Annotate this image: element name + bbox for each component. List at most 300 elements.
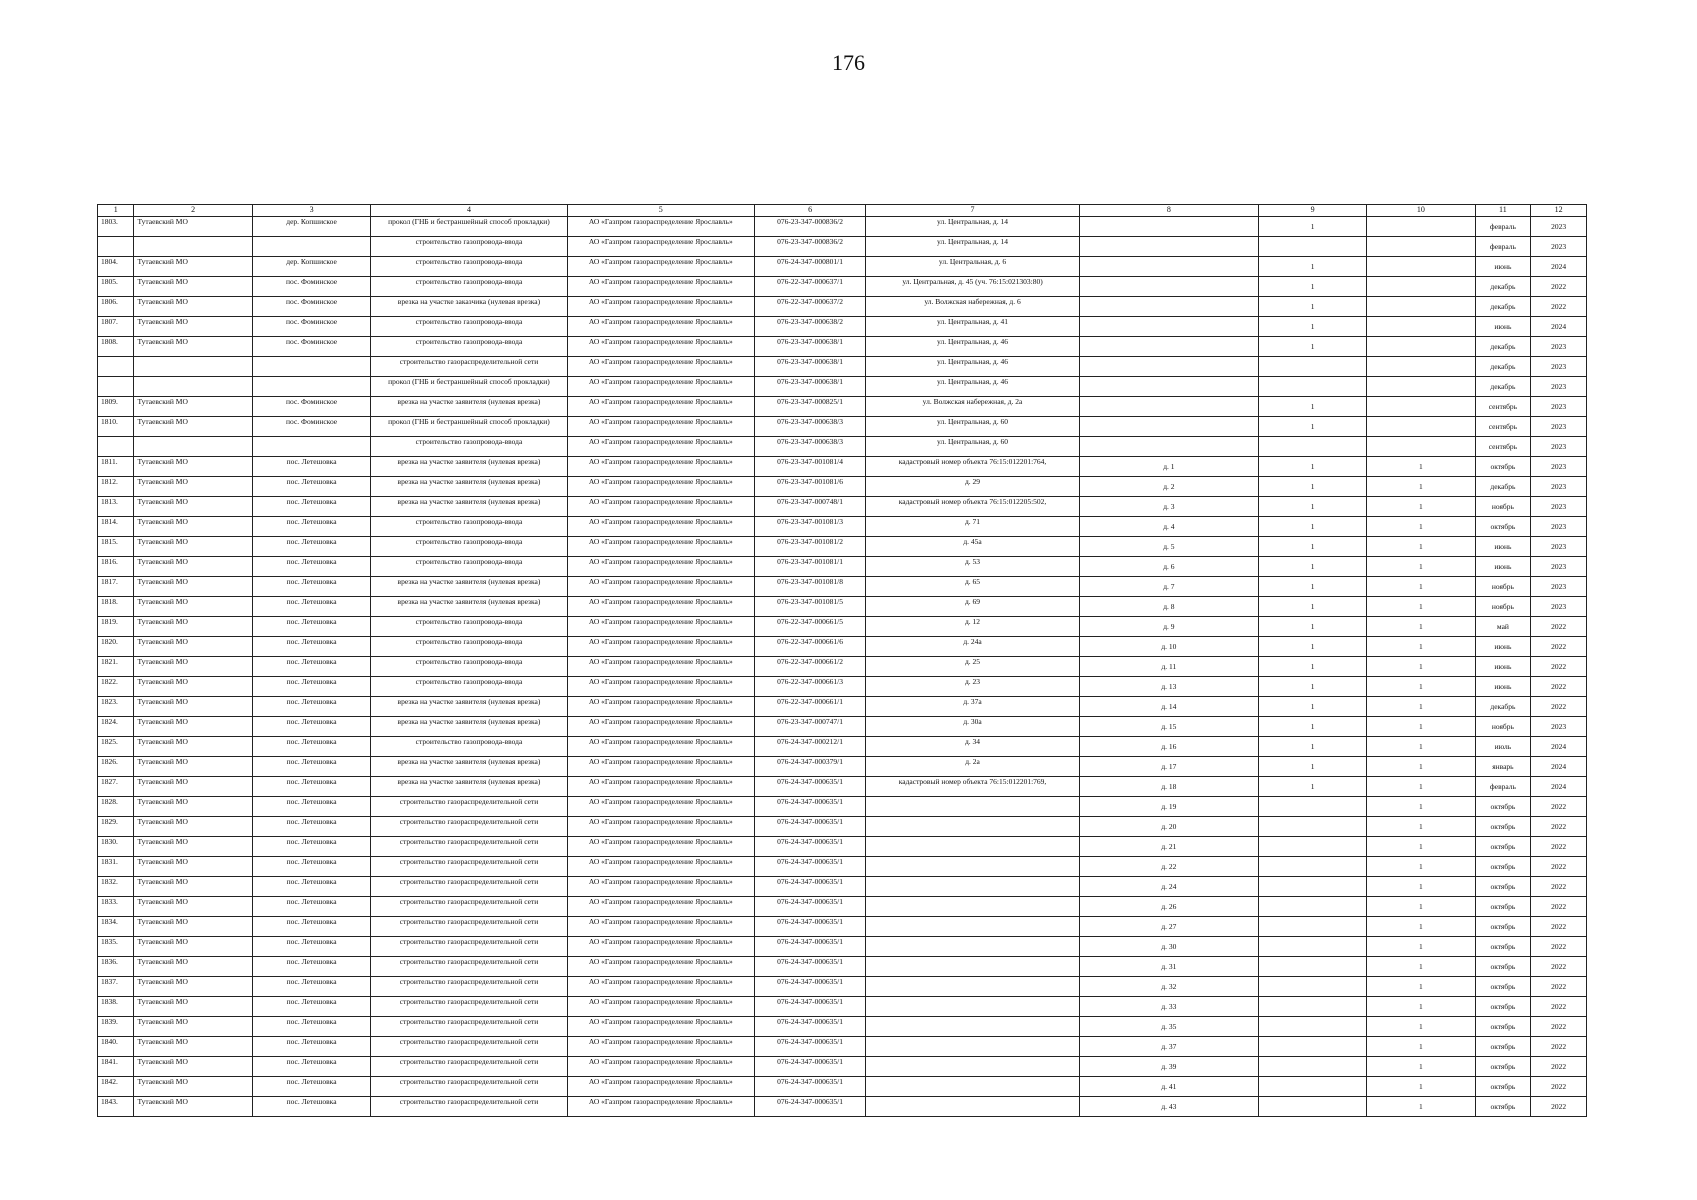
month-cell: октябрь	[1475, 897, 1531, 917]
house-cell: д. 5	[1079, 537, 1258, 557]
row-number-cell: 1824.	[98, 717, 134, 737]
municipality-cell: Тутаевский МО	[134, 957, 252, 977]
organization-cell: АО «Газпром газораспределение Ярославль»	[567, 657, 754, 677]
table-body	[98, 217, 1587, 1117]
row-number-cell: 1838.	[98, 997, 134, 1017]
year-cell: 2024	[1531, 737, 1587, 757]
work-type-cell: врезка на участке заявителя (нулевая врезка)	[371, 597, 567, 617]
house-cell: д. 43	[1079, 1097, 1258, 1117]
row-number-cell: 1817.	[98, 577, 134, 597]
work-type-cell: врезка на участке заявителя (нулевая врезка)	[371, 477, 567, 497]
table-row	[98, 657, 1587, 677]
contract-number-cell: 076-23-347-000836/2	[754, 217, 865, 237]
col9-cell	[1258, 957, 1366, 977]
col10-cell: 1	[1367, 717, 1475, 737]
municipality-cell: Тутаевский МО	[134, 637, 252, 657]
row-number-cell: 1819.	[98, 617, 134, 637]
contract-number-cell: 076-24-347-000635/1	[754, 1037, 865, 1057]
table-row	[98, 857, 1587, 877]
municipality-cell: Тутаевский МО	[134, 257, 252, 277]
year-cell: 2023	[1531, 497, 1587, 517]
house-cell: д. 39	[1079, 1057, 1258, 1077]
house-cell: д. 21	[1079, 837, 1258, 857]
address-cell: д. 12	[866, 617, 1080, 637]
contract-number-cell: 076-23-347-001081/6	[754, 477, 865, 497]
municipality-cell: Тутаевский МО	[134, 1077, 252, 1097]
address-cell	[866, 977, 1080, 997]
year-cell: 2022	[1531, 1037, 1587, 1057]
row-number-cell: 1815.	[98, 537, 134, 557]
row-number-cell: 1832.	[98, 877, 134, 897]
address-cell	[866, 897, 1080, 917]
col10-cell	[1367, 357, 1475, 377]
col10-cell: 1	[1367, 877, 1475, 897]
month-cell: октябрь	[1475, 1057, 1531, 1077]
contract-number-cell: 076-24-347-000635/1	[754, 1057, 865, 1077]
contract-number-cell: 076-23-347-000748/1	[754, 497, 865, 517]
work-type-cell: строительство газопровода-ввода	[371, 517, 567, 537]
table-row	[98, 437, 1587, 457]
contract-number-cell: 076-24-347-000635/1	[754, 817, 865, 837]
address-cell: кадастровый номер объекта 76:15:012201:769,	[866, 777, 1080, 797]
organization-cell: АО «Газпром газораспределение Ярославль»	[567, 597, 754, 617]
row-number-cell: 1833.	[98, 897, 134, 917]
settlement-cell: пос. Летешовка	[252, 917, 370, 937]
col10-cell: 1	[1367, 557, 1475, 577]
address-cell: ул. Центральная, д. 46	[866, 357, 1080, 377]
house-cell	[1079, 377, 1258, 397]
municipality-cell: Тутаевский МО	[134, 737, 252, 757]
contract-number-cell: 076-22-347-000637/1	[754, 277, 865, 297]
table-row	[98, 337, 1587, 357]
col10-cell: 1	[1367, 937, 1475, 957]
settlement-cell: пос. Фоминское	[252, 397, 370, 417]
address-cell: кадастровый номер объекта 76:15:012205:502,	[866, 497, 1080, 517]
organization-cell: АО «Газпром газораспределение Ярославль»	[567, 357, 754, 377]
settlement-cell: пос. Летешовка	[252, 837, 370, 857]
table-row	[98, 317, 1587, 337]
house-cell	[1079, 217, 1258, 237]
col9-cell: 1	[1258, 577, 1366, 597]
year-cell: 2023	[1531, 437, 1587, 457]
row-number-cell: 1829.	[98, 817, 134, 837]
row-number-cell: 1807.	[98, 317, 134, 337]
col9-cell: 1	[1258, 397, 1366, 417]
col9-cell: 1	[1258, 697, 1366, 717]
table-row	[98, 397, 1587, 417]
settlement-cell: пос. Летешовка	[252, 1097, 370, 1117]
municipality-cell: Тутаевский МО	[134, 317, 252, 337]
house-cell: д. 14	[1079, 697, 1258, 717]
row-number-cell: 1818.	[98, 597, 134, 617]
year-cell: 2024	[1531, 317, 1587, 337]
month-cell: ноябрь	[1475, 717, 1531, 737]
table-row	[98, 477, 1587, 497]
work-type-cell: строительство газораспределительной сети	[371, 797, 567, 817]
contract-number-cell: 076-22-347-000661/1	[754, 697, 865, 717]
settlement-cell: пос. Летешовка	[252, 1037, 370, 1057]
house-cell	[1079, 397, 1258, 417]
col9-cell	[1258, 1097, 1366, 1117]
row-number-cell: 1839.	[98, 1017, 134, 1037]
organization-cell: АО «Газпром газораспределение Ярославль»	[567, 737, 754, 757]
row-number-cell: 1827.	[98, 777, 134, 797]
year-cell: 2023	[1531, 517, 1587, 537]
row-number-cell: 1806.	[98, 297, 134, 317]
col10-cell	[1367, 217, 1475, 237]
col10-cell	[1367, 297, 1475, 317]
month-cell: июнь	[1475, 537, 1531, 557]
contract-number-cell: 076-24-347-000635/1	[754, 937, 865, 957]
settlement-cell: пос. Летешовка	[252, 737, 370, 757]
address-cell: д. 37а	[866, 697, 1080, 717]
house-cell	[1079, 357, 1258, 377]
month-cell: июнь	[1475, 257, 1531, 277]
col10-cell: 1	[1367, 457, 1475, 477]
address-cell	[866, 1057, 1080, 1077]
municipality-cell: Тутаевский МО	[134, 417, 252, 437]
house-cell: д. 41	[1079, 1077, 1258, 1097]
col10-cell: 1	[1367, 597, 1475, 617]
col10-cell	[1367, 257, 1475, 277]
col9-cell: 1	[1258, 517, 1366, 537]
year-cell: 2023	[1531, 537, 1587, 557]
municipality-cell: Тутаевский МО	[134, 497, 252, 517]
year-cell: 2023	[1531, 337, 1587, 357]
house-cell: д. 32	[1079, 977, 1258, 997]
year-cell: 2024	[1531, 757, 1587, 777]
year-cell: 2022	[1531, 617, 1587, 637]
settlement-cell: пос. Летешовка	[252, 777, 370, 797]
settlement-cell: пос. Летешовка	[252, 1077, 370, 1097]
work-type-cell: строительство газораспределительной сети	[371, 997, 567, 1017]
col9-cell: 1	[1258, 537, 1366, 557]
col10-cell: 1	[1367, 757, 1475, 777]
municipality-cell: Тутаевский МО	[134, 297, 252, 317]
address-cell: д. 29	[866, 477, 1080, 497]
month-cell: октябрь	[1475, 1077, 1531, 1097]
month-cell: декабрь	[1475, 477, 1531, 497]
col10-cell: 1	[1367, 537, 1475, 557]
year-cell: 2024	[1531, 257, 1587, 277]
table-row	[98, 597, 1587, 617]
settlement-cell: дер. Копшиское	[252, 217, 370, 237]
col9-cell	[1258, 977, 1366, 997]
col9-cell: 1	[1258, 557, 1366, 577]
work-type-cell: строительство газораспределительной сети	[371, 1097, 567, 1117]
col10-cell	[1367, 237, 1475, 257]
month-cell: июнь	[1475, 677, 1531, 697]
house-cell	[1079, 337, 1258, 357]
year-cell: 2022	[1531, 977, 1587, 997]
year-cell: 2023	[1531, 597, 1587, 617]
col9-cell	[1258, 1017, 1366, 1037]
settlement-cell: пос. Летешовка	[252, 757, 370, 777]
col10-cell: 1	[1367, 857, 1475, 877]
address-cell: д. 34	[866, 737, 1080, 757]
column-number: 1	[98, 205, 134, 217]
contract-number-cell: 076-22-347-000661/2	[754, 657, 865, 677]
work-type-cell: строительство газораспределительной сети	[371, 877, 567, 897]
contract-number-cell: 076-22-347-000661/5	[754, 617, 865, 637]
work-type-cell: врезка на участке заявителя (нулевая врезка)	[371, 577, 567, 597]
contract-number-cell: 076-22-347-000637/2	[754, 297, 865, 317]
address-cell: ул. Центральная, д. 6	[866, 257, 1080, 277]
year-cell: 2023	[1531, 477, 1587, 497]
settlement-cell: пос. Летешовка	[252, 857, 370, 877]
address-cell	[866, 997, 1080, 1017]
organization-cell: АО «Газпром газораспределение Ярославль»	[567, 1097, 754, 1117]
organization-cell: АО «Газпром газораспределение Ярославль»	[567, 437, 754, 457]
organization-cell: АО «Газпром газораспределение Ярославль»	[567, 697, 754, 717]
col10-cell: 1	[1367, 1077, 1475, 1097]
address-cell	[866, 837, 1080, 857]
contract-number-cell: 076-23-347-000638/3	[754, 437, 865, 457]
col10-cell: 1	[1367, 1017, 1475, 1037]
col10-cell: 1	[1367, 577, 1475, 597]
col10-cell: 1	[1367, 1037, 1475, 1057]
year-cell: 2022	[1531, 997, 1587, 1017]
house-cell: д. 20	[1079, 817, 1258, 837]
table-row	[98, 697, 1587, 717]
organization-cell: АО «Газпром газораспределение Ярославль»	[567, 417, 754, 437]
contract-number-cell: 076-24-347-000635/1	[754, 1077, 865, 1097]
settlement-cell: пос. Летешовка	[252, 577, 370, 597]
row-number-cell: 1811.	[98, 457, 134, 477]
table-row	[98, 757, 1587, 777]
house-cell	[1079, 437, 1258, 457]
table-row	[98, 637, 1587, 657]
organization-cell: АО «Газпром газораспределение Ярославль»	[567, 1057, 754, 1077]
month-cell: декабрь	[1475, 337, 1531, 357]
settlement-cell: пос. Летешовка	[252, 637, 370, 657]
row-number-cell: 1828.	[98, 797, 134, 817]
col10-cell: 1	[1367, 677, 1475, 697]
work-type-cell: строительство газораспределительной сети	[371, 917, 567, 937]
table-row	[98, 277, 1587, 297]
settlement-cell	[252, 377, 370, 397]
year-cell: 2023	[1531, 577, 1587, 597]
settlement-cell: пос. Летешовка	[252, 677, 370, 697]
house-cell: д. 17	[1079, 757, 1258, 777]
organization-cell: АО «Газпром газораспределение Ярославль»	[567, 577, 754, 597]
municipality-cell: Тутаевский МО	[134, 537, 252, 557]
municipality-cell: Тутаевский МО	[134, 777, 252, 797]
settlement-cell: пос. Летешовка	[252, 497, 370, 517]
table-row	[98, 837, 1587, 857]
row-number-cell: 1822.	[98, 677, 134, 697]
address-cell: ул. Центральная, д. 14	[866, 217, 1080, 237]
col10-cell	[1367, 397, 1475, 417]
organization-cell: АО «Газпром газораспределение Ярославль»	[567, 817, 754, 837]
work-type-cell: строительство газопровода-ввода	[371, 657, 567, 677]
month-cell: июнь	[1475, 557, 1531, 577]
col9-cell: 1	[1258, 337, 1366, 357]
address-cell: д. 45а	[866, 537, 1080, 557]
organization-cell: АО «Газпром газораспределение Ярославль»	[567, 857, 754, 877]
year-cell: 2023	[1531, 717, 1587, 737]
work-type-cell: строительство газопровода-ввода	[371, 737, 567, 757]
address-cell: д. 53	[866, 557, 1080, 577]
house-cell	[1079, 277, 1258, 297]
contract-number-cell: 076-23-347-001081/8	[754, 577, 865, 597]
table-row	[98, 377, 1587, 397]
municipality-cell: Тутаевский МО	[134, 337, 252, 357]
municipality-cell: Тутаевский МО	[134, 557, 252, 577]
organization-cell: АО «Газпром газораспределение Ярославль»	[567, 1037, 754, 1057]
col9-cell: 1	[1258, 457, 1366, 477]
table-row	[98, 357, 1587, 377]
organization-cell: АО «Газпром газораспределение Ярославль»	[567, 337, 754, 357]
address-cell	[866, 857, 1080, 877]
column-number: 11	[1475, 205, 1531, 217]
col9-cell	[1258, 797, 1366, 817]
table-row	[98, 797, 1587, 817]
settlement-cell: пос. Летешовка	[252, 697, 370, 717]
house-cell: д. 11	[1079, 657, 1258, 677]
month-cell: октябрь	[1475, 457, 1531, 477]
year-cell: 2023	[1531, 357, 1587, 377]
organization-cell: АО «Газпром газораспределение Ярославль»	[567, 297, 754, 317]
address-cell	[866, 1037, 1080, 1057]
organization-cell: АО «Газпром газораспределение Ярославль»	[567, 537, 754, 557]
house-cell: д. 2	[1079, 477, 1258, 497]
year-cell: 2022	[1531, 917, 1587, 937]
settlement-cell: пос. Летешовка	[252, 877, 370, 897]
house-cell: д. 27	[1079, 917, 1258, 937]
col9-cell: 1	[1258, 297, 1366, 317]
col10-cell	[1367, 317, 1475, 337]
row-number-cell: 1830.	[98, 837, 134, 857]
address-cell: д. 65	[866, 577, 1080, 597]
month-cell: октябрь	[1475, 857, 1531, 877]
table-row	[98, 577, 1587, 597]
month-cell: октябрь	[1475, 517, 1531, 537]
row-number-cell: 1813.	[98, 497, 134, 517]
house-cell: д. 33	[1079, 997, 1258, 1017]
month-cell: октябрь	[1475, 917, 1531, 937]
house-cell: д. 31	[1079, 957, 1258, 977]
col9-cell: 1	[1258, 257, 1366, 277]
work-type-cell: прокол (ГНБ и бестраншейный способ прокладки)	[371, 377, 567, 397]
settlement-cell: пос. Летешовка	[252, 897, 370, 917]
settlement-cell: пос. Фоминское	[252, 317, 370, 337]
work-type-cell: врезка на участке заявителя (нулевая врезка)	[371, 497, 567, 517]
month-cell: октябрь	[1475, 957, 1531, 977]
row-number-cell: 1810.	[98, 417, 134, 437]
address-cell	[866, 877, 1080, 897]
organization-cell: АО «Газпром газораспределение Ярославль»	[567, 917, 754, 937]
organization-cell: АО «Газпром газораспределение Ярославль»	[567, 957, 754, 977]
row-number-cell: 1834.	[98, 917, 134, 937]
contract-number-cell: 076-23-347-000836/2	[754, 237, 865, 257]
col10-cell: 1	[1367, 837, 1475, 857]
month-cell: июнь	[1475, 317, 1531, 337]
contract-number-cell: 076-22-347-000661/3	[754, 677, 865, 697]
row-number-cell: 1814.	[98, 517, 134, 537]
col10-cell	[1367, 437, 1475, 457]
table-row	[98, 677, 1587, 697]
contract-number-cell: 076-23-347-001081/5	[754, 597, 865, 617]
municipality-cell: Тутаевский МО	[134, 657, 252, 677]
municipality-cell: Тутаевский МО	[134, 697, 252, 717]
month-cell: декабрь	[1475, 277, 1531, 297]
col9-cell: 1	[1258, 657, 1366, 677]
work-type-cell: строительство газопровода-ввода	[371, 257, 567, 277]
work-type-cell: строительство газораспределительной сети	[371, 817, 567, 837]
month-cell: декабрь	[1475, 357, 1531, 377]
municipality-cell: Тутаевский МО	[134, 797, 252, 817]
contract-number-cell: 076-24-347-000635/1	[754, 957, 865, 977]
work-type-cell: строительство газопровода-ввода	[371, 337, 567, 357]
organization-cell: АО «Газпром газораспределение Ярославль»	[567, 1017, 754, 1037]
year-cell: 2023	[1531, 397, 1587, 417]
col10-cell	[1367, 337, 1475, 357]
year-cell: 2022	[1531, 697, 1587, 717]
settlement-cell	[252, 437, 370, 457]
table-row	[98, 737, 1587, 757]
municipality-cell: Тутаевский МО	[134, 477, 252, 497]
house-cell: д. 30	[1079, 937, 1258, 957]
organization-cell: АО «Газпром газораспределение Ярославль»	[567, 677, 754, 697]
contract-number-cell: 076-23-347-000638/2	[754, 317, 865, 337]
address-cell	[866, 937, 1080, 957]
month-cell: декабрь	[1475, 377, 1531, 397]
organization-cell: АО «Газпром газораспределение Ярославль»	[567, 637, 754, 657]
organization-cell: АО «Газпром газораспределение Ярославль»	[567, 617, 754, 637]
settlement-cell: пос. Летешовка	[252, 557, 370, 577]
work-type-cell: строительство газораспределительной сети	[371, 857, 567, 877]
settlement-cell: дер. Копшиское	[252, 257, 370, 277]
contract-number-cell: 076-24-347-000212/1	[754, 737, 865, 757]
col9-cell	[1258, 1077, 1366, 1097]
col10-cell: 1	[1367, 817, 1475, 837]
col9-cell	[1258, 917, 1366, 937]
month-cell: сентябрь	[1475, 397, 1531, 417]
work-type-cell: врезка на участке заявителя (нулевая врезка)	[371, 757, 567, 777]
municipality-cell: Тутаевский МО	[134, 877, 252, 897]
house-cell: д. 22	[1079, 857, 1258, 877]
year-cell: 2023	[1531, 377, 1587, 397]
col9-cell	[1258, 897, 1366, 917]
organization-cell: АО «Газпром газораспределение Ярославль»	[567, 997, 754, 1017]
col9-cell	[1258, 377, 1366, 397]
year-cell: 2022	[1531, 677, 1587, 697]
organization-cell: АО «Газпром газораспределение Ярославль»	[567, 797, 754, 817]
table-row	[98, 417, 1587, 437]
municipality-cell: Тутаевский МО	[134, 597, 252, 617]
municipality-cell: Тутаевский МО	[134, 217, 252, 237]
month-cell: октябрь	[1475, 837, 1531, 857]
contract-number-cell: 076-22-347-000661/6	[754, 637, 865, 657]
municipality-cell: Тутаевский МО	[134, 277, 252, 297]
column-number: 10	[1367, 205, 1475, 217]
column-number: 4	[371, 205, 567, 217]
row-number-cell: 1843.	[98, 1097, 134, 1117]
table-row	[98, 497, 1587, 517]
table-row	[98, 517, 1587, 537]
house-cell: д. 1	[1079, 457, 1258, 477]
contract-number-cell: 076-23-347-001081/1	[754, 557, 865, 577]
col10-cell	[1367, 377, 1475, 397]
municipality-cell: Тутаевский МО	[134, 1057, 252, 1077]
address-cell: д. 69	[866, 597, 1080, 617]
col10-cell: 1	[1367, 797, 1475, 817]
organization-cell: АО «Газпром газораспределение Ярославль»	[567, 557, 754, 577]
address-cell	[866, 1077, 1080, 1097]
settlement-cell: пос. Летешовка	[252, 957, 370, 977]
table-row	[98, 1057, 1587, 1077]
